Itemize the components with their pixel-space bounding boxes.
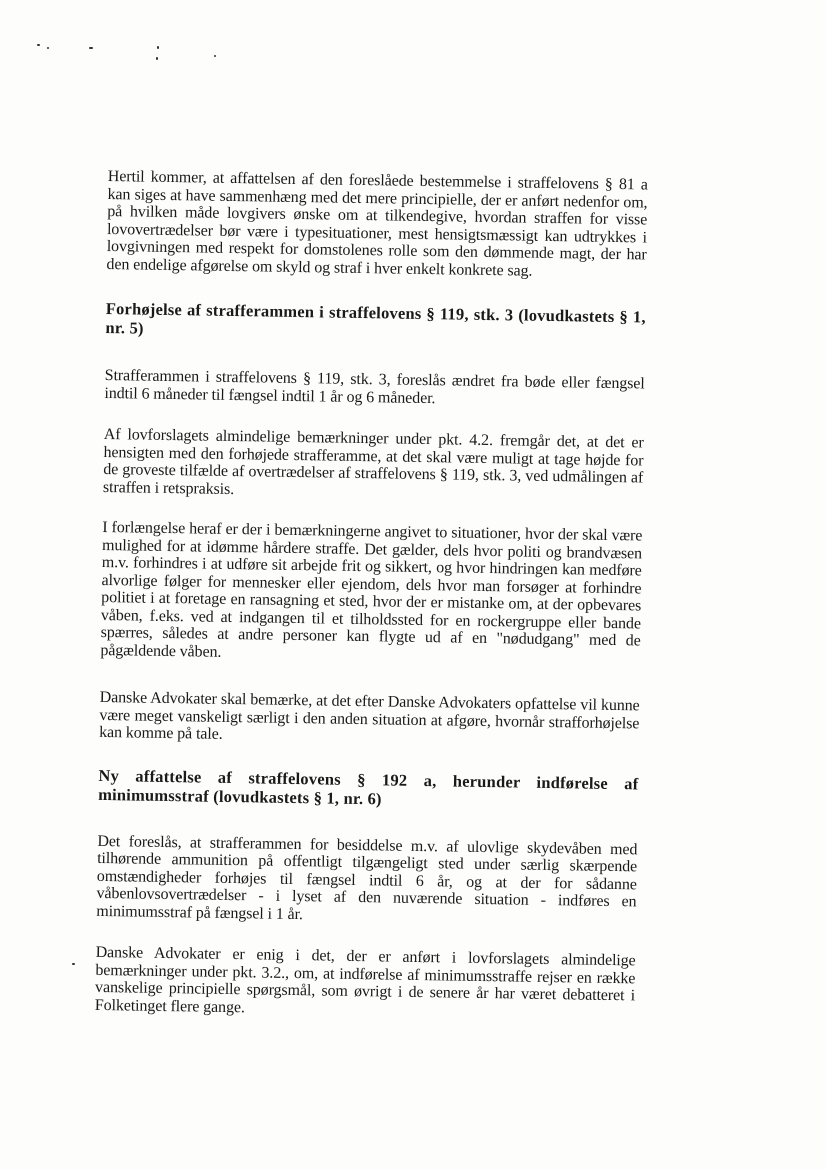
scan-speck [156, 57, 158, 60]
paragraph: Hertil kommer, at affattelsen af den foreslåede bestemmelse i straffelovens § 81 a kan siges at have sammenhæng med det mere principielle, der er anført nedenfor om, på hvilken måde lovgivers ønske om at tilkendegive, hvordan straffen for visse lovovertrædelser bør være i typesituationer, mest hensigtsmæssigt kan udtrykkes i lovgivningen med respekt for domstolenes rolle som den dømmende magt, der har den endelige afgørelse om skyld og straf i hver enkelt konkrete sag. [106, 168, 648, 280]
document-body [95, 168, 648, 1022]
scan-speck [89, 47, 93, 49]
section-heading: Ny affattelse af straffelovens § 192 a, herunder indførelse af minimumsstraf (lovudkastets § 1, nr. 6) [98, 765, 639, 808]
paragraph: Det foreslås, at strafferammen for besiddelse m.v. af ulovlige skydevåben med tilhørende ammunition på offentligt tilgængeligt sted under særlig skærpende omstændigheder forhøjes til fængsel indtil 6 år, og at der for sådanne våbenlovsovertrædelser - i lyset af den nuværende situation - indføres en minimumsstraf på fængsel i 1 år. [96, 832, 638, 923]
paragraph: Af lovforslagets almindelige bemærkninger under pkt. 4.2. fremgår det, at det er hensigten med den forhøjede strafferamme, at det skal være muligt at tage højde for de groveste tilfælde af overtrædelser af straffelovens § 119, stk. 3, ved udmålingen af straffen i retspraksis. [102, 425, 644, 498]
paragraph: Strafferammen i straffelovens § 119, stk. 3, foreslås ændret fra bøde eller fængsel indtil 6 måneder til fængsel indtil 1 år og 6 måneder. [104, 366, 645, 407]
scan-speck [157, 46, 159, 49]
scan-speck [72, 963, 75, 965]
paragraph: Danske Advokater er enig i det, der er anført i lovforslagets almindelige bemærkninger under pkt. 3.2., om, at indførelse af minimumsstraffe rejser en række vanskelige principielle spørgsmål, som øvrigt i de senere år har været debatteret i Folketinget flere gange. [94, 943, 636, 1016]
section-heading: Forhøjelse af strafferammen i straffelovens § 119, stk. 3 (lovudkastets § 1, nr. 5) [105, 298, 646, 338]
scan-speck [37, 44, 40, 46]
paragraph: I forlængelse heraf er der i bemærkningerne angivet to situationer, hvor der skal være mulighed for at idømme hårdere straffe. Det gælder, dels hvor politi og brandvæsen m.v. forhindres i at udføre sit arbejde frit og sikkert, og hvor hindringen kan medføre alvorlige følger for mennesker eller ejendom, dels hvor man forsøger at forhindre politiet i at foretage en ransagning et sted, hvor der er mistanke om, at der opbevares våben, f.eks. ved at indgangen til et tilholdssted for en rockergruppe eller bande spærres, således at andre personer kan flygte ud af en "nødudgang" med de pågældende våben. [100, 518, 643, 661]
scan-speck [214, 55, 216, 57]
scan-speck [47, 47, 49, 49]
paragraph: Danske Advokater skal bemærke, at det efter Danske Advokaters opfattelse vil kunne være meget vanskeligt særligt i den anden situation at afgøre, hvornår strafforhøjelse kan komme på tale. [98, 688, 640, 743]
